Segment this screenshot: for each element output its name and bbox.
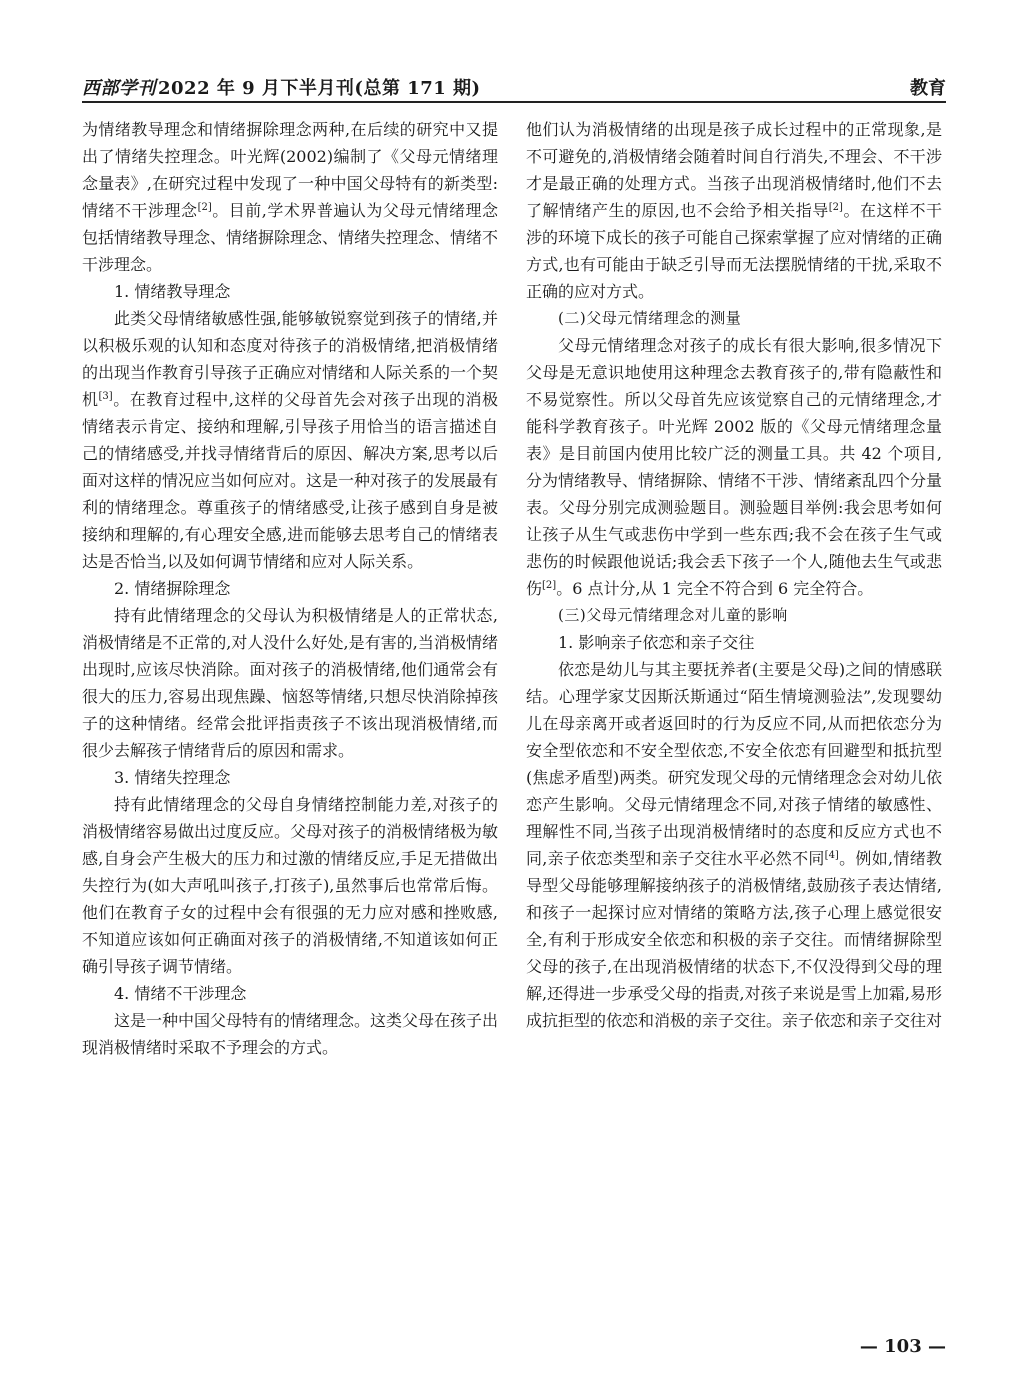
left-column [82,116,498,1061]
paragraph-text: 3. 情绪失控理念 [114,768,231,787]
section-heading [82,764,498,791]
citation-ref: [4] [824,850,839,861]
section-heading [526,629,942,656]
paragraph-text: 持有此情绪理念的父母认为积极情绪是人的正常状态,消极情绪是不正常的,对人没什么好处,是有害的,当消极情绪出现时,应该尽快消除。面对孩子的消极情绪,他们通常会有很大的压力,容易出现焦躁、恼怒等情绪,只想尽快消除掉孩子的这种情绪。经常会批评指责孩子不该出现消极情绪,而很少去解孩子情绪背后的原因和需求。 [82,606,498,760]
journal-issue [82,74,481,100]
paragraph-text: 。目前,学术界普遍认为父母元情绪理念包括情绪教导理念、情绪摒除理念、情绪失控理念、情绪不干涉理念。 [82,201,499,274]
paragraph-text: 依恋是幼儿与其主要抚养者(主要是父母)之间的情感联结。心理学家艾因斯沃斯通过“陌生情境测验法”,发现婴幼儿在母亲离开或者返回时的行为反应不同,从而把依恋分为安全型依恋和不安全型依恋,不安全依恋有回避型和抵抗型(焦虑矛盾型)两类。研究发现父母的元情绪理念会对幼儿依恋产生影响。父母元情绪理念不同,对孩子情绪的敏感性、理解性不同,当孩子出现消极情绪时的态度和反应方式也不同,亲子依恋类型和亲子交往水平必然不同 [526,660,942,868]
paragraph-text: 。例如,情绪教导型父母能够理解接纳孩子的消极情绪,鼓励孩子表达情绪,和孩子一起探讨应对情绪的策略方法,孩子心理上感觉很安全,有利于形成安全依恋和积极的亲子交往。而情绪摒除型父母的孩子,在出现消极情绪的状态下,不仅没得到父母的理解,还得进一步承受父母的指责,对孩子来说是雪上加霜,易形成抗拒型的依恋和消极的亲子交往。亲子依恋和亲子交往对 [526,849,943,1030]
section-heading [82,980,498,1007]
journal-issue-text: 2022 年 9 月下半月刊(总第 171 期) [158,78,481,99]
paragraph [526,656,942,1034]
citation-ref: [2] [542,580,557,591]
paragraph-continued [526,116,942,305]
citation-ref: [3] [98,391,113,402]
paragraph [82,791,498,980]
citation-ref: [2] [828,202,843,213]
subsection-heading [526,305,942,332]
paragraph-text: 父母元情绪理念对孩子的成长有很大影响,很多情况下父母是无意识地使用这种理念去教育孩子的,带有隐蔽性和不易觉察性。所以父母首先应该觉察自己的元情绪理念,才能科学教育孩子。叶光辉 2002 版的《父母元情绪理念量表》是目前国内使用比较广泛的测量工具。共 42 个项目,分为情绪教导、情绪摒除、情绪不干涉、情绪紊乱四个分量表。父母分别完成测验题目。测验题目举例:我会思考如何让孩子从生气或悲伤中学到一些东西;我不会在孩子生气或悲伤的时候跟他说话;我会丢下孩子一个人,随他去生气或悲伤 [526,336,943,598]
paragraph-text: 这是一种中国父母特有的情绪理念。这类父母在孩子出现消极情绪时采取不予理会的方式。 [82,1011,499,1057]
paragraph-text: 他们认为消极情绪的出现是孩子成长过程中的正常现象,是不可避免的,消极情绪会随着时间自行消失,不理会、不干涉才是最正确的处理方式。当孩子出现消极情绪时,他们不去了解情绪产生的原因,也不会给予相关指导 [526,120,942,220]
paragraph [82,602,498,764]
paragraph-continued [82,116,498,278]
header-rule [82,101,946,103]
paragraph-text: 2. 情绪摒除理念 [114,579,231,598]
paragraph-text: 。6 点计分,从 1 完全不符合到 6 完全符合。 [556,579,874,598]
paragraph-text: 1. 情绪教导理念 [114,282,231,301]
section-heading [82,278,498,305]
journal-logo: 西部学刊 [82,78,156,99]
paragraph-text: 。在教育过程中,这样的父母首先会对孩子出现的消极情绪表示肯定、接纳和理解,引导孩子用恰当的语言描述自己的情绪感受,并找寻情绪背后的原因、解决方案,思考以后面对这样的情况应当如何应对。这是一种对孩子的发展最有利的情绪理念。尊重孩子的情绪感受,让孩子感到自身是被接纳和理解的,有心理安全感,进而能够去思考自己的情绪表达是否恰当,以及如何调节情绪和应对人际关系。 [82,390,499,571]
paragraph [82,1007,498,1061]
page-header [82,70,946,100]
paragraph-text: (二)父母元情绪理念的测量 [558,309,742,327]
page-number: — 103 — [859,1336,946,1357]
section-heading [82,575,498,602]
paragraph [526,332,942,602]
paragraph-text: 为情绪教导理念和情绪摒除理念两种,在后续的研究中又提出了情绪失控理念。叶光辉(2002)编制了《父母元情绪理念量表》,在研究过程中发现了一种中国父母特有的新类型:情绪不干涉理念 [82,120,498,220]
right-column [526,116,942,1034]
paragraph [82,305,498,575]
section-title: 教育 [910,78,946,99]
paragraph-text: 。在这样不干涉的环境下成长的孩子可能自己探索掌握了应对情绪的正确方式,也有可能由于缺乏引导而无法摆脱情绪的干扰,采取不正确的应对方式。 [526,201,943,301]
subsection-heading [526,602,942,629]
paragraph-text: 4. 情绪不干涉理念 [114,984,247,1003]
paragraph-text: 1. 影响亲子依恋和亲子交往 [558,633,755,652]
paragraph-text: (三)父母元情绪理念对儿童的影响 [558,606,788,624]
paragraph-text: 此类父母情绪敏感性强,能够敏锐察觉到孩子的情绪,并以积极乐观的认知和态度对待孩子的消极情绪,把消极情绪的出现当作教育引导孩子正确应对情绪和人际关系的一个契机 [82,309,499,409]
citation-ref: [2] [197,202,212,213]
paragraph-text: 持有此情绪理念的父母自身情绪控制能力差,对孩子的消极情绪容易做出过度反应。父母对孩子的消极情绪极为敏感,自身会产生极大的压力和过激的情绪反应,手足无措做出失控行为(如大声吼叫孩子,打孩子),虽然事后也常常后悔。他们在教育子女的过程中会有很强的无力应对感和挫败感,不知道应该如何正确面对孩子的消极情绪,不知道该如何正确引导孩子调节情绪。 [82,795,499,976]
